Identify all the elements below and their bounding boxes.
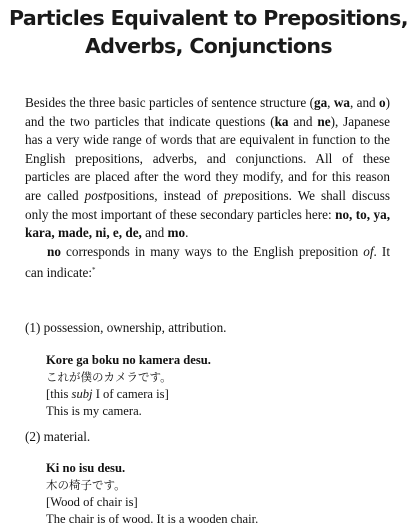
example-romaji: Ki no isu desu. [46,461,126,475]
example-gloss: [Wood of chair is] [46,495,138,509]
text-run: positions. We shall discuss only the most important of these secondary particles here: [25,187,390,222]
text-run: and [288,113,318,129]
item-label-1: (1) possession, ownership, attribution. [25,320,227,335]
particle-ka: ka [274,113,289,129]
example-1 [46,352,211,420]
text-run: Besides the three basic particles of sentence structure ( [25,95,314,110]
example-2 [46,460,258,528]
particle-o: o [379,95,386,110]
text-run: corresponds in many ways to the English preposition [60,243,364,259]
particle-mo: mo [167,225,186,241]
italic-of: of [363,243,374,259]
text-run: , and [349,95,379,110]
example-gloss [46,386,211,403]
example-translation: The chair is of wood. It is a wooden chair. [46,512,259,526]
particle-list: no, to, ya, kara, made, ni, e, de, [25,206,391,241]
gloss-subj: subj [71,387,93,401]
example-japanese: 木の椅子です。 [46,478,126,492]
particle-ne: ne [317,113,331,129]
text-run: . [185,225,189,241]
text-run: ), Japanese has a very wide range of words that are equivalent in function to the English prepositions, adverbs, and conjunctions. All of these particles are placed after the word they modify, and for this reason are called [25,113,391,203]
section-title [0,4,417,60]
text-run: , [327,95,334,110]
footnote-marker: * [92,266,96,275]
intro-paragraph [25,94,390,243]
particle-no: no [47,243,61,259]
example-romaji: Kore ga boku no kamera desu. [46,353,211,367]
gloss-run: I of camera is] [92,387,169,401]
italic-post: post [84,187,107,203]
example-japanese: これが僕のカメラです。 [46,370,172,384]
italic-pre: pre [223,187,241,203]
particle-wa: wa [333,95,350,110]
no-paragraph [25,243,390,283]
text-run: and [141,225,168,241]
item-label-2: (2) material. [25,429,91,444]
gloss-run: [this [46,387,72,401]
example-translation: This is my camera. [46,404,142,418]
title-line-2: Adverbs, Conjunctions [85,34,332,58]
text-run: ) and the two particles that indicate questions ( [25,95,390,129]
body-text [25,94,390,283]
text-run: . It can indicate: [25,243,390,281]
text-run: positions, instead of [106,187,224,203]
particle-ga: ga [313,95,328,110]
title-line-1: Particles Equivalent to Prepositions, [9,6,408,30]
